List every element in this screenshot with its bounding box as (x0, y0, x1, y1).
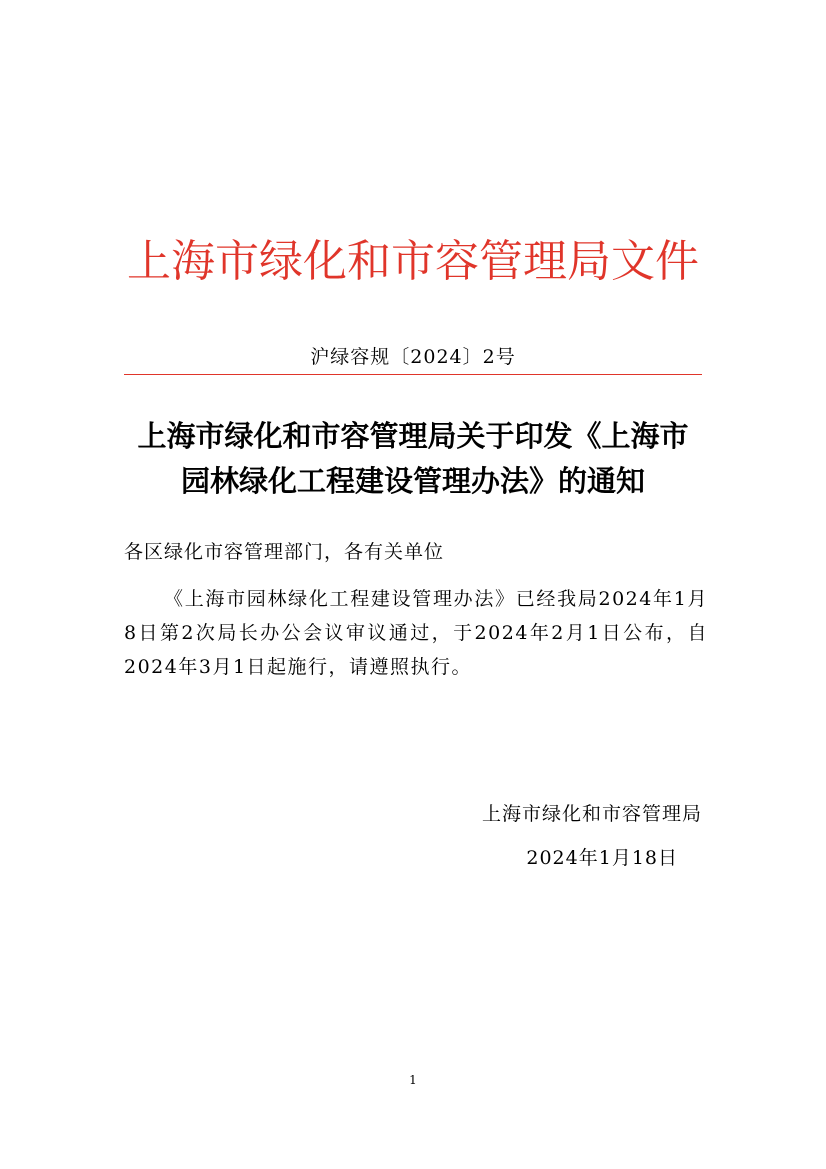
notice-title-line: 园林绿化工程建设管理办法》的通知 (180, 464, 645, 498)
notice-title (100, 414, 726, 504)
document-header-title: 上海市绿化和市容管理局文件 (127, 236, 699, 287)
red-divider (124, 374, 702, 375)
notice-title-line: 上海市绿化和市容管理局关于印发《上海市 (137, 419, 689, 453)
issue-date: 2024年1月18日 (526, 847, 678, 869)
body-paragraph: 《上海市园林绿化工程建设管理办法》已经我局2024年1月8日第2次局长办公会议审议通过，于2024年2月1日公布，自2024年3月1日起施行，请遵照执行。 (124, 588, 708, 678)
salutation: 各区绿化市容管理部门，各有关单位 (124, 541, 445, 563)
page-number: 1 (409, 1073, 417, 1087)
issuer-signature: 上海市绿化和市容管理局 (481, 803, 702, 825)
document-number: 沪绿容规〔2024〕2号 (310, 346, 516, 368)
